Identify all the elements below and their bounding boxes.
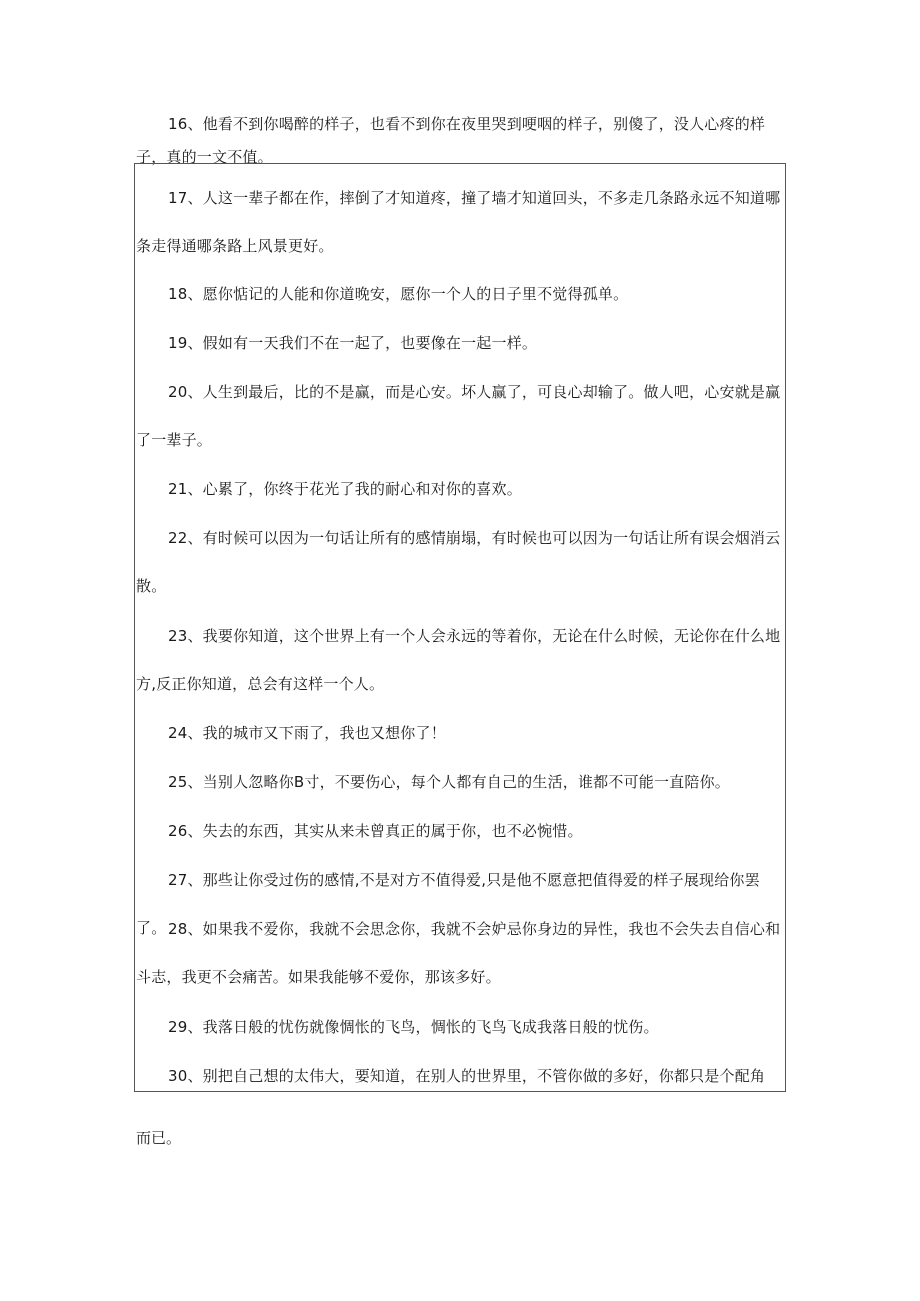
paragraph-20: 20、人生到最后，比的不是赢，而是心安。坏人赢了，可良心却输了。做人吧，心安就是赢了一辈子。: [136, 383, 781, 449]
paragraph-21: 21、心累了，你终于花光了我的耐心和对你的喜欢。: [168, 480, 522, 498]
paragraph-18: 18、愿你惦记的人能和你道晚安，愿你一个人的日子里不觉得孤单。: [168, 285, 629, 303]
paragraph-25: 25、当别人忽略你B寸，不要伤心，每个人都有自己的生活，谁都不可能一直陪你。: [168, 773, 730, 791]
paragraph-30-continuation: 而已。: [136, 1129, 182, 1147]
paragraph-29: 29、我落日般的忧伤就像惆怅的飞鸟，惆怅的飞鸟飞成我落日般的忧伤。: [168, 1018, 659, 1036]
paragraph-22: 22、有时候可以因为一句话让所有的感情崩塌，有时候也可以因为一句话让所有误会烟消云散。: [136, 529, 781, 595]
paragraph-28: 28、如果我不爱你，我就不会思念你，我就不会妒忌你身边的异性，我也不会失去自信心和斗志，我更不会痛苦。如果我能够不爱你，那该多好。: [136, 920, 781, 986]
paragraph-19: 19、假如有一天我们不在一起了，也要像在一起一样。: [168, 334, 538, 352]
paragraph-16: 16、他看不到你喝醉的样子，也看不到你在夜里哭到哽咽的样子，别傻了，没人心疼的样子，真的一文不值。: [136, 115, 766, 166]
paragraph-27: 27、那些让你受过伤的感情,不是对方不值得爱,只是他不愿意把值得爱的样子展现给你罢了。: [136, 871, 760, 937]
paragraph-17: 17、人这一辈子都在作，摔倒了才知道疼，撞了墙才知道回头，不多走几条路永远不知道哪条走得通哪条路上风景更好。: [136, 189, 781, 255]
paragraph-23: 23、我要你知道，这个世界上有一个人会永远的等着你，无论在什么时候，无论你在什么地方,反正你知道，总会有这样一个人。: [136, 627, 781, 693]
paragraph-24: 24、我的城市又下雨了，我也又想你了！: [168, 724, 446, 742]
paragraph-30: 30、别把自己想的太伟大，要知道，在别人的世界里，不管你做的多好，你都只是个配角: [168, 1067, 766, 1085]
paragraph-26: 26、失去的东西，其实从来未曾真正的属于你，也不必惋惜。: [168, 822, 583, 840]
